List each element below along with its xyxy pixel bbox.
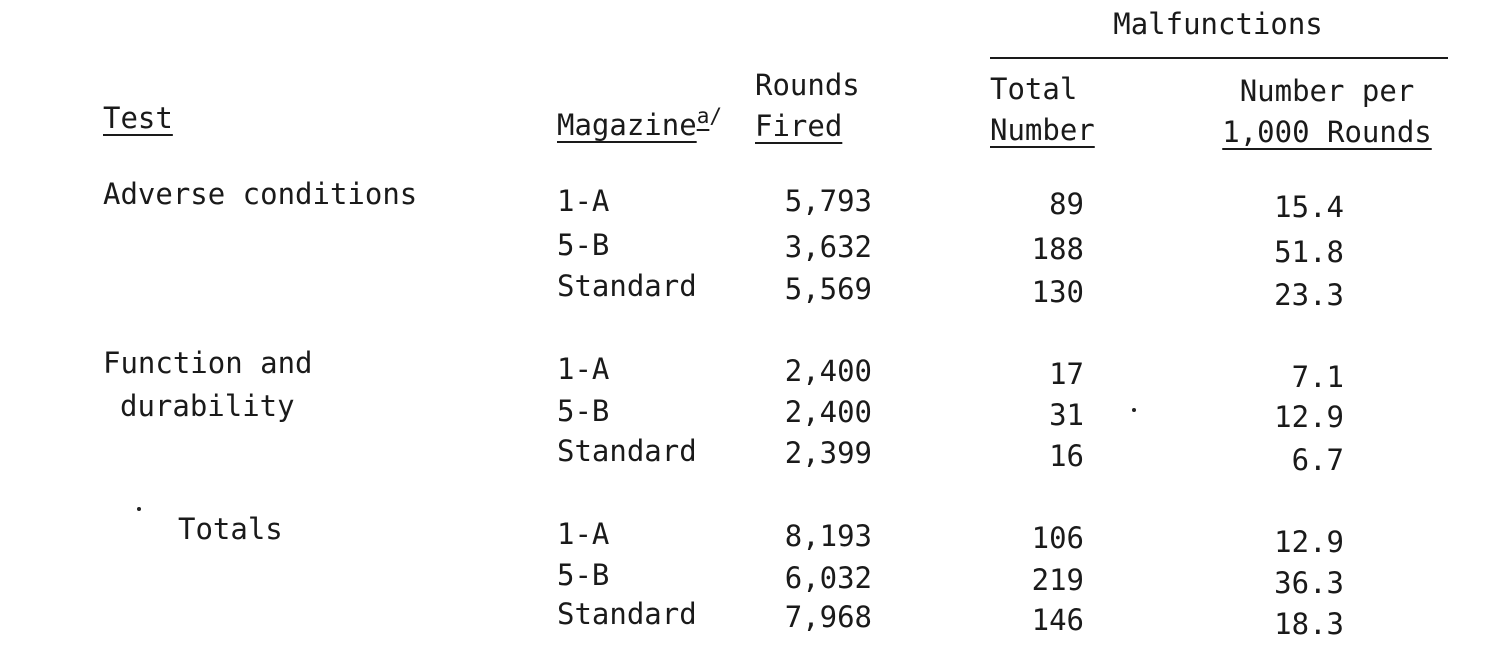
magazine-header-text: Magazine bbox=[557, 108, 697, 142]
total-cell: 31 bbox=[1049, 398, 1084, 432]
group-label: durability bbox=[120, 389, 295, 423]
per-1000-cell: 12.9 bbox=[1274, 400, 1344, 434]
malfunctions-rule bbox=[990, 57, 1448, 59]
rounds-cell: 7,968 bbox=[784, 600, 872, 634]
per-1000-cell: 23.3 bbox=[1274, 278, 1344, 312]
rounds-cell: 5,793 bbox=[784, 184, 872, 218]
magazine-cell: Standard bbox=[557, 434, 697, 468]
rounds-cell: 8,193 bbox=[784, 519, 872, 553]
magazine-column-header bbox=[557, 104, 722, 142]
magazine-cell: 1-A bbox=[557, 184, 610, 218]
total-cell: 17 bbox=[1049, 357, 1084, 391]
footnote-marker: a bbox=[696, 104, 710, 128]
magazine-cell: Standard bbox=[557, 269, 697, 303]
per-1000-cell: 12.9 bbox=[1274, 525, 1344, 559]
group-label: Function and bbox=[103, 346, 313, 380]
per-1000-cell: 18.3 bbox=[1274, 607, 1344, 641]
magazine-cell: Standard bbox=[557, 597, 697, 631]
group-label: Totals bbox=[178, 512, 283, 546]
magazine-cell: 1-A bbox=[557, 517, 610, 551]
total-cell: 89 bbox=[1049, 187, 1084, 221]
magazine-cell: 1-A bbox=[557, 352, 610, 386]
per-1000-header-line1: Number per bbox=[1239, 74, 1415, 108]
magazine-cell: 5-B bbox=[557, 228, 610, 262]
per-1000-cell: 15.4 bbox=[1274, 190, 1344, 224]
rounds-cell: 2,399 bbox=[784, 436, 872, 470]
rounds-cell: 2,400 bbox=[784, 354, 872, 388]
group-label: Adverse conditions bbox=[103, 177, 418, 211]
magazine-cell: 5-B bbox=[557, 394, 610, 428]
total-cell: 16 bbox=[1049, 439, 1084, 473]
rounds-header-line2: Fired bbox=[755, 109, 843, 143]
total-cell: 146 bbox=[1031, 603, 1084, 637]
scan-speck bbox=[137, 507, 141, 511]
total-cell: 219 bbox=[1031, 563, 1084, 597]
total-cell: 106 bbox=[1031, 521, 1084, 555]
total-cell: 130 bbox=[1031, 275, 1084, 309]
per-1000-cell: 36.3 bbox=[1274, 566, 1344, 600]
magazine-cell: 5-B bbox=[557, 558, 610, 592]
malfunctions-header: Malfunctions bbox=[1113, 7, 1323, 41]
test-column-header: Test bbox=[103, 101, 173, 135]
rounds-cell: 6,032 bbox=[784, 561, 872, 595]
scan-speck bbox=[1132, 408, 1136, 412]
per-1000-cell: 51.8 bbox=[1274, 235, 1344, 269]
total-header-line1: Total bbox=[990, 72, 1078, 106]
per-1000-cell: 6.7 bbox=[1291, 443, 1344, 477]
rounds-cell: 3,632 bbox=[784, 230, 872, 264]
footnote-slash: / bbox=[709, 104, 722, 128]
total-header-line2: Number bbox=[990, 113, 1095, 147]
per-1000-cell: 7.1 bbox=[1291, 360, 1344, 394]
rounds-header-line1: Rounds bbox=[755, 68, 860, 102]
total-cell: 188 bbox=[1031, 232, 1084, 266]
rounds-cell: 5,569 bbox=[784, 272, 872, 306]
rounds-cell: 2,400 bbox=[784, 395, 872, 429]
per-1000-header-line2: 1,000 Rounds bbox=[1222, 115, 1432, 149]
